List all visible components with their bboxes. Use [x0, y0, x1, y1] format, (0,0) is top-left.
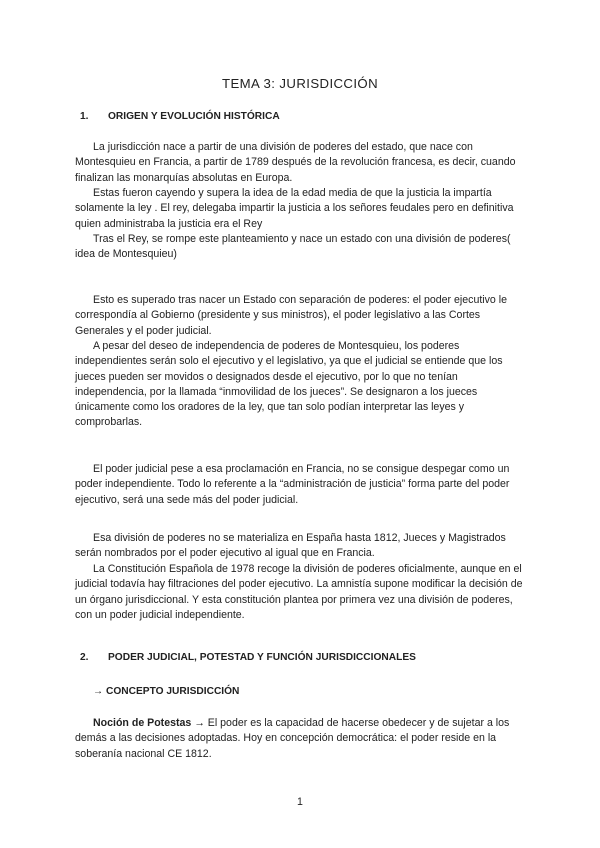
page-title: TEMA 3: JURISDICCIÓN [221, 76, 378, 91]
section-2-heading [80, 652, 416, 663]
section-2-title: PODER JUDICIAL, POTESTAD Y FUNCIÓN JURISDICCIONALES [108, 652, 416, 663]
definition-text: → El poder es la capacidad de hacerse obedecer y de sujetar a los demás a las decisiones adoptadas. Hoy en concepción democrática: el poder reside en la soberanía nacional CE 1812. [75, 717, 510, 760]
section-2-number: 2. [80, 652, 89, 663]
paragraph: Esa división de poderes no se materializa en España hasta 1812, Jueces y Magistrados serán nombrados por el poder ejecutivo al igual que en Francia. [75, 532, 506, 560]
section-1-title: ORIGEN Y EVOLUCIÓN HISTÓRICA [108, 111, 280, 122]
definition-term: Noción de Potestas [93, 717, 192, 729]
paragraph: Esto es superado tras nacer un Estado con separación de poderes: el poder ejecutivo le correspondía al Gobierno (presidente y sus ministros), el poder legislativo a las Cortes Generales y el poder judicial. [75, 294, 508, 337]
section-1-number: 1. [80, 111, 89, 122]
section-1-heading [80, 111, 280, 122]
paragraph: Estas fueron cayendo y supera la idea de la edad media de que la justicia la impartía solamente la ley . El rey, delegaba impartir la justicia a los señores feudales pero en definitiva quien administraba la justicia era el Rey [75, 187, 514, 230]
paragraph: Tras el Rey, se rompe este planteamiento y nace un estado con una división de poderes( idea de Montesquieu) [75, 233, 511, 261]
paragraph: El poder judicial pese a esa proclamación en Francia, no se consigue despegar como un poder independiente. Todo lo referente a la “administración de justicia” forma parte del poder ejecutivo, será una sede más del poder judicial. [75, 463, 510, 506]
definition-paragraph [75, 716, 527, 762]
subheading: → CONCEPTO JURISDICCIÓN [93, 686, 240, 697]
page-number: 1 [297, 796, 303, 808]
paragraph: La jurisdicción nace a partir de una división de poderes del estado, que nace con Montesquieu en Francia, a partir de 1789 después de la revolución francesa, es decir, cuando finalizan las monarquías absolutas en Europa. [75, 141, 516, 184]
paragraph: La Constitución Española de 1978 recoge la división de poderes oficialmente, aunque en el judicial todavía hay filtraciones del poder ejecutivo. La amnistía supone modificar la decisión de un órgano jurisdiccional. Y esta constitución plantea por primera vez una división de poderes, con un poder judicial independiente. [75, 563, 523, 621]
paragraph: A pesar del deseo de independencia de poderes de Montesquieu, los poderes independientes serán solo el ejecutivo y el legislativo, ya que el judicial se entiende que los jueces pueden ser movidos o designados desde el ejecutivo, por lo que no tenían independencia, por la llamada “inmovilidad de los jueces”. Se designaron a los jueces únicamente como los oradores de la ley, que tan solo podían interpretar las leyes y comprobarlas. [75, 340, 503, 429]
